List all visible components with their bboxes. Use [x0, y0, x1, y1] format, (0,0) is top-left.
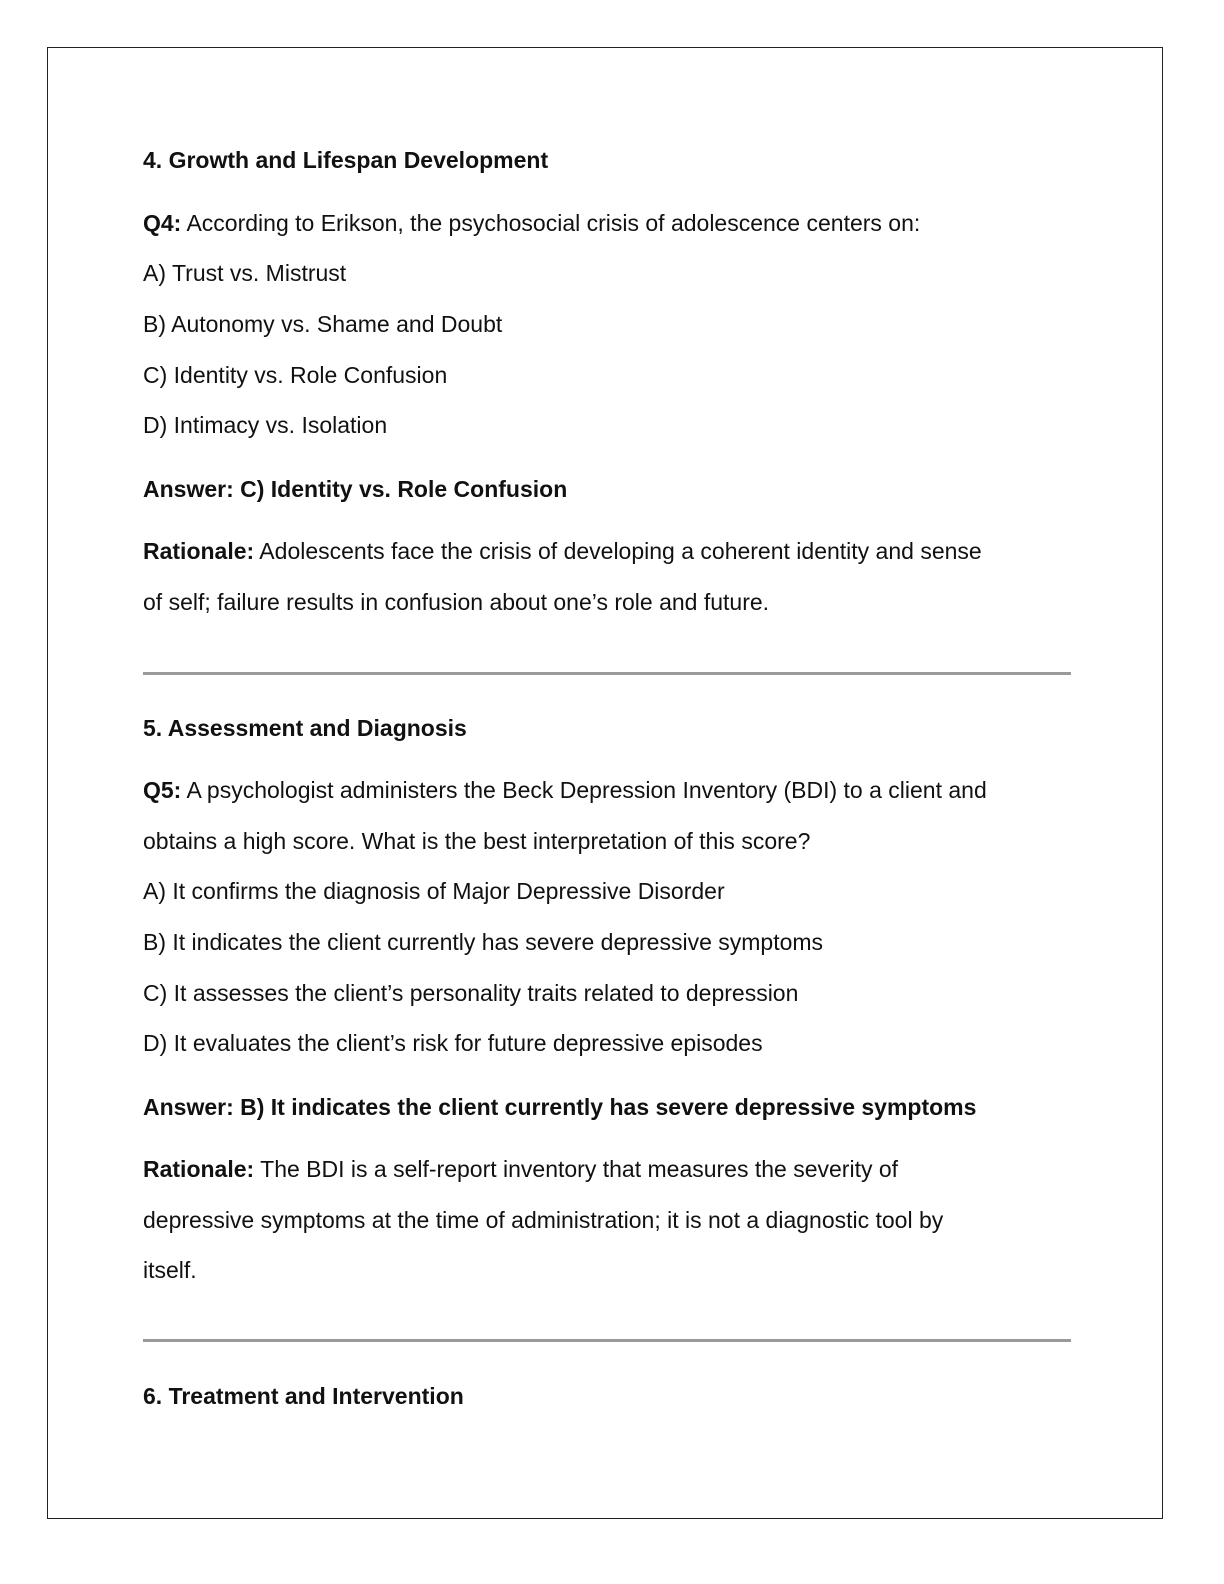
rationale-line: The BDI is a self-report inventory that measures the severity of: [254, 1156, 899, 1182]
question-label: Q5:: [143, 777, 182, 803]
option-d: D) Intimacy vs. Isolation: [143, 412, 388, 438]
option-a: A) It confirms the diagnosis of Major Depressive Disorder: [143, 878, 725, 904]
rationale-line: depressive symptoms at the time of administration; it is not a diagnostic tool by: [143, 1207, 944, 1233]
option-c: C) Identity vs. Role Confusion: [143, 362, 448, 388]
question-line: obtains a high score. What is the best interpretation of this score?: [143, 828, 811, 854]
option-d: D) It evaluates the client’s risk for future depressive episodes: [143, 1030, 763, 1056]
rationale-line: itself.: [143, 1257, 197, 1283]
question-label: Q4:: [143, 210, 182, 236]
question-text: [143, 776, 987, 804]
section-heading: 6. Treatment and Intervention: [143, 1383, 464, 1409]
option-b: B) Autonomy vs. Shame and Doubt: [143, 311, 503, 337]
option-a: A) Trust vs. Mistrust: [143, 260, 347, 286]
rationale-label: Rationale:: [143, 1156, 255, 1182]
rationale-label: Rationale:: [143, 538, 255, 564]
section-divider: [143, 672, 1071, 675]
option-b: B) It indicates the client currently has severe depressive symptoms: [143, 929, 824, 955]
rationale-text: [143, 537, 982, 565]
answer-text: Answer: C) Identity vs. Role Confusion: [143, 476, 568, 502]
section-divider: [143, 1339, 1071, 1342]
section-heading: 4. Growth and Lifespan Development: [143, 147, 549, 173]
question-text: [143, 209, 920, 237]
rationale-line: of self; failure results in confusion about one’s role and future.: [143, 589, 770, 615]
question-line: According to Erikson, the psychosocial crisis of adolescence centers on:: [181, 210, 921, 236]
section-heading: 5. Assessment and Diagnosis: [143, 715, 467, 741]
question-line: A psychologist administers the Beck Depression Inventory (BDI) to a client and: [181, 777, 987, 803]
option-c: C) It assesses the client’s personality traits related to depression: [143, 980, 799, 1006]
answer-text: Answer: B) It indicates the client currently has severe depressive symptoms: [143, 1094, 977, 1120]
rationale-text: [143, 1155, 898, 1183]
rationale-line: Adolescents face the crisis of developing a coherent identity and sense: [254, 538, 982, 564]
